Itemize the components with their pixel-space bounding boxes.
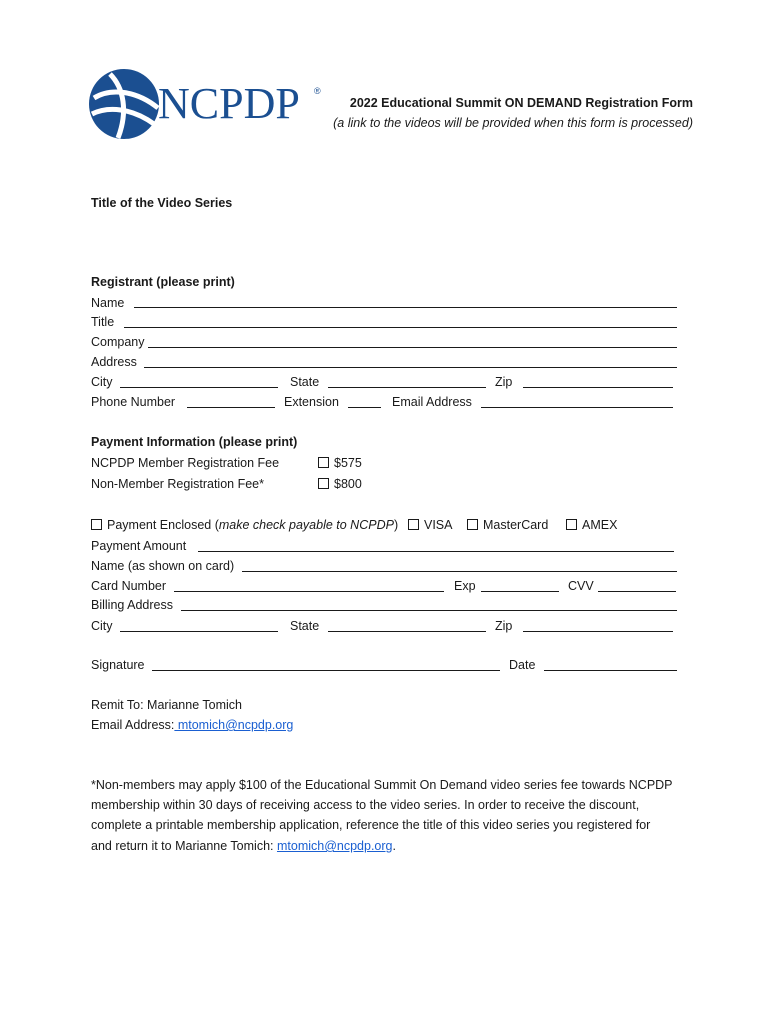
title-field[interactable] [124,327,677,328]
payment-enclosed-label: Payment Enclosed ( [107,518,219,532]
phone-label: Phone Number [91,395,176,409]
billing-state-label: State [290,619,320,633]
payment-enclosed-close: ) [393,518,399,532]
nonmember-fee-label: Non-Member Registration Fee* [91,477,264,491]
card-number-field[interactable] [174,591,444,592]
payment-enclosed-checkbox[interactable] [91,519,102,530]
billing-state-field[interactable] [328,631,486,632]
footnote-period: . [392,839,396,853]
payment-amount-label: Payment Amount [91,539,187,553]
exp-label: Exp [454,579,476,593]
address-field[interactable] [144,367,677,368]
visa-label: VISA [424,518,453,532]
date-label: Date [509,658,536,672]
remit-email-link[interactable]: mtomich@ncpdp.org [174,718,294,732]
signature-field[interactable] [152,670,500,671]
visa-checkbox[interactable] [408,519,419,530]
nonmember-fee-checkbox[interactable] [318,478,329,489]
remit-to: Remit To: Marianne Tomich [91,698,242,712]
name-on-card-label: Name (as shown on card) [91,559,235,573]
amex-label: AMEX [582,518,618,532]
nonmember-fee-amount: $800 [334,477,362,491]
payment-enclosed-note: make check payable to NCPDP [218,518,394,532]
member-fee-label: NCPDP Member Registration Fee [91,456,280,470]
billing-address-label: Billing Address [91,598,173,612]
card-number-label: Card Number [91,579,167,593]
globe-icon [88,68,160,140]
member-fee-amount: $575 [334,456,362,470]
footnote-email-link[interactable]: mtomich@ncpdp.org [276,839,393,853]
billing-zip-label: Zip [495,619,513,633]
billing-zip-field[interactable] [523,631,673,632]
member-fee-checkbox[interactable] [318,457,329,468]
footnote-line-1: *Non-members may apply $100 of the Educational Summit On Demand video series fee towards NCPDP [91,778,673,792]
zip-label: Zip [495,375,513,389]
ncpdp-logo [88,66,323,142]
remit-email-row [91,717,293,733]
city-label: City [91,375,113,389]
billing-address-field[interactable] [181,610,677,611]
footnote-line-2: membership within 30 days of receiving access to the video series. In order to receive the discount, [91,798,640,812]
phone-field[interactable] [187,407,275,408]
nonmember-fee-option[interactable] [318,476,362,492]
amex-checkbox[interactable] [566,519,577,530]
name-field[interactable] [134,307,677,308]
form-subtitle: (a link to the videos will be provided when this form is processed) [333,116,693,130]
date-field[interactable] [544,670,677,671]
state-label: State [290,375,320,389]
logo-wordmark: NCPDP [158,79,300,128]
mastercard-label: MasterCard [483,518,549,532]
footnote-line-4 [91,838,396,854]
registered-mark: ® [314,86,321,96]
amex-option[interactable] [566,517,617,533]
remit-email-label: Email Address: [91,718,175,732]
mastercard-checkbox[interactable] [467,519,478,530]
address-label: Address [91,355,137,369]
payment-enclosed-option[interactable] [91,517,398,533]
city-field[interactable] [120,387,278,388]
cvv-label: CVV [568,579,594,593]
title-label: Title [91,315,115,329]
company-field[interactable] [148,347,677,348]
video-series-label: Title of the Video Series [91,196,233,210]
billing-city-label: City [91,619,113,633]
extension-label: Extension [284,395,339,409]
name-label: Name [91,296,125,310]
form-title: 2022 Educational Summit ON DEMAND Registration Form [349,96,693,110]
visa-option[interactable] [408,517,453,533]
payment-amount-field[interactable] [198,551,674,552]
email-field[interactable] [481,407,673,408]
extension-field[interactable] [348,407,381,408]
member-fee-option[interactable] [318,455,362,471]
zip-field[interactable] [523,387,673,388]
email-label: Email Address [392,395,472,409]
company-label: Company [91,335,145,349]
signature-label: Signature [91,658,145,672]
name-on-card-field[interactable] [242,571,677,572]
billing-city-field[interactable] [120,631,278,632]
state-field[interactable] [328,387,486,388]
cvv-field[interactable] [598,591,676,592]
payment-heading: Payment Information (please print) [91,435,298,449]
footnote-line-4-text: and return it to Marianne Tomich: [91,839,277,853]
registrant-heading: Registrant (please print) [91,275,235,289]
mastercard-option[interactable] [467,517,548,533]
exp-field[interactable] [481,591,559,592]
footnote-line-3: complete a printable membership application, reference the title of this video series you registered for [91,818,651,832]
